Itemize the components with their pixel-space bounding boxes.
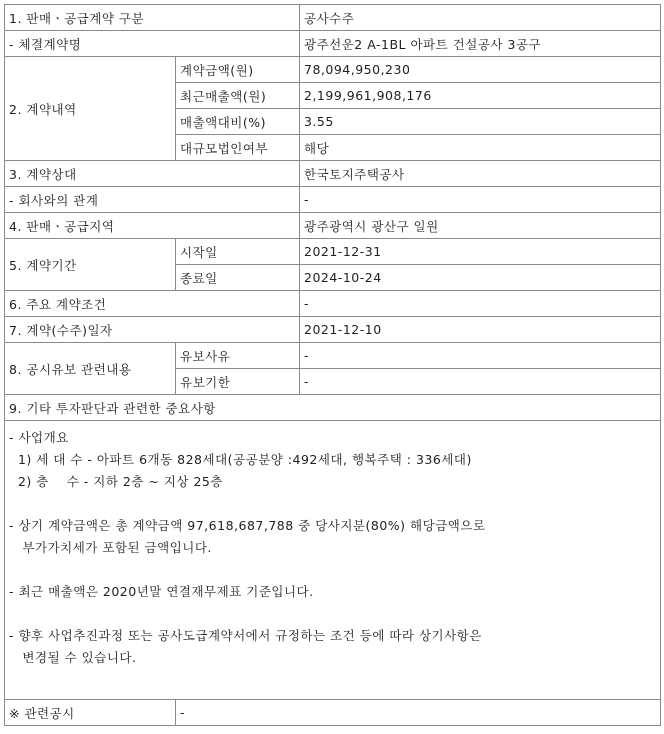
contract-name-label: - 체결계약명 bbox=[5, 31, 300, 57]
notes-line: - 향후 사업추진과정 또는 공사도급계약서에서 규정하는 조건 등에 따라 상기사항은 bbox=[9, 628, 482, 643]
notes-line: - 사업개요 bbox=[9, 430, 69, 445]
row-other-matters bbox=[5, 395, 661, 421]
row-conditions bbox=[5, 291, 661, 317]
notes-line: 1) 세 대 수 - 아파트 6개동 828세대(공공분양 :492세대, 행복주택 : 336세대) bbox=[9, 452, 472, 467]
notes-line: 변경될 수 있습니다. bbox=[9, 650, 137, 665]
deferral-period-value: - bbox=[300, 369, 661, 395]
related-disclosure-label: ※ 관련공시 bbox=[5, 700, 176, 726]
other-matters-label: 9. 기타 투자판단과 관련한 중요사항 bbox=[5, 395, 661, 421]
deferral-reason-label: 유보사유 bbox=[176, 343, 300, 369]
recent-sales-value: 2,199,961,908,176 bbox=[300, 83, 661, 109]
row-notes bbox=[5, 421, 661, 700]
start-date-label: 시작일 bbox=[176, 239, 300, 265]
row-deferral-reason bbox=[5, 343, 661, 369]
deferral-period-label: 유보기한 bbox=[176, 369, 300, 395]
notes-text bbox=[9, 427, 660, 669]
supply-region-value: 광주광역시 광산구 일원 bbox=[300, 213, 661, 239]
row-contract-name bbox=[5, 31, 661, 57]
row-counterparty bbox=[5, 161, 661, 187]
notes-line: 부가가치세가 포함된 금액입니다. bbox=[9, 540, 212, 555]
contract-name-value: 광주선운2 A-1BL 아파트 건설공사 3공구 bbox=[300, 31, 661, 57]
notes-line: 2) 층 수 - 지하 2층 ~ 지상 25층 bbox=[9, 474, 223, 489]
notes-blank-line bbox=[9, 603, 660, 625]
related-disclosure-value: - bbox=[176, 700, 661, 726]
contract-date-label: 7. 계약(수주)일자 bbox=[5, 317, 300, 343]
notes-line: - 상기 계약금액은 총 계약금액 97,618,687,788 중 당사지분(80%) 해당금액으로 bbox=[9, 518, 486, 533]
end-date-value: 2024-10-24 bbox=[300, 265, 661, 291]
recent-sales-label: 최근매출액(원) bbox=[176, 83, 300, 109]
row-related-disclosure bbox=[5, 700, 661, 726]
conditions-label: 6. 주요 계약조건 bbox=[5, 291, 300, 317]
row-contract-amount bbox=[5, 57, 661, 83]
contract-type-value: 공사수주 bbox=[300, 5, 661, 31]
row-start-date bbox=[5, 239, 661, 265]
notes-blank-line bbox=[9, 493, 660, 515]
row-supply-region bbox=[5, 213, 661, 239]
counterparty-label: 3. 계약상대 bbox=[5, 161, 300, 187]
deferral-label: 8. 공시유보 관련내용 bbox=[5, 343, 176, 395]
large-corp-label: 대규모법인여부 bbox=[176, 135, 300, 161]
start-date-value: 2021-12-31 bbox=[300, 239, 661, 265]
sales-ratio-value: 3.55 bbox=[300, 109, 661, 135]
contract-period-label: 5. 계약기간 bbox=[5, 239, 176, 291]
relation-label: - 회사와의 관계 bbox=[5, 187, 300, 213]
supply-region-label: 4. 판매ㆍ공급지역 bbox=[5, 213, 300, 239]
row-relation bbox=[5, 187, 661, 213]
relation-value: - bbox=[300, 187, 661, 213]
contract-amount-value: 78,094,950,230 bbox=[300, 57, 661, 83]
notes-blank-line bbox=[9, 559, 660, 581]
large-corp-value: 해당 bbox=[300, 135, 661, 161]
contract-type-label: 1. 판매ㆍ공급계약 구분 bbox=[5, 5, 300, 31]
contract-amount-label: 계약금액(원) bbox=[176, 57, 300, 83]
contract-details-label: 2. 계약내역 bbox=[5, 57, 176, 161]
contract-disclosure-table bbox=[4, 4, 661, 726]
sales-ratio-label: 매출액대비(%) bbox=[176, 109, 300, 135]
row-contract-type bbox=[5, 5, 661, 31]
notes-cell bbox=[5, 421, 661, 700]
end-date-label: 종료일 bbox=[176, 265, 300, 291]
conditions-value: - bbox=[300, 291, 661, 317]
notes-line: - 최근 매출액은 2020년말 연결재무제표 기준입니다. bbox=[9, 584, 314, 599]
counterparty-value: 한국토지주택공사 bbox=[300, 161, 661, 187]
contract-date-value: 2021-12-10 bbox=[300, 317, 661, 343]
deferral-reason-value: - bbox=[300, 343, 661, 369]
row-contract-date bbox=[5, 317, 661, 343]
